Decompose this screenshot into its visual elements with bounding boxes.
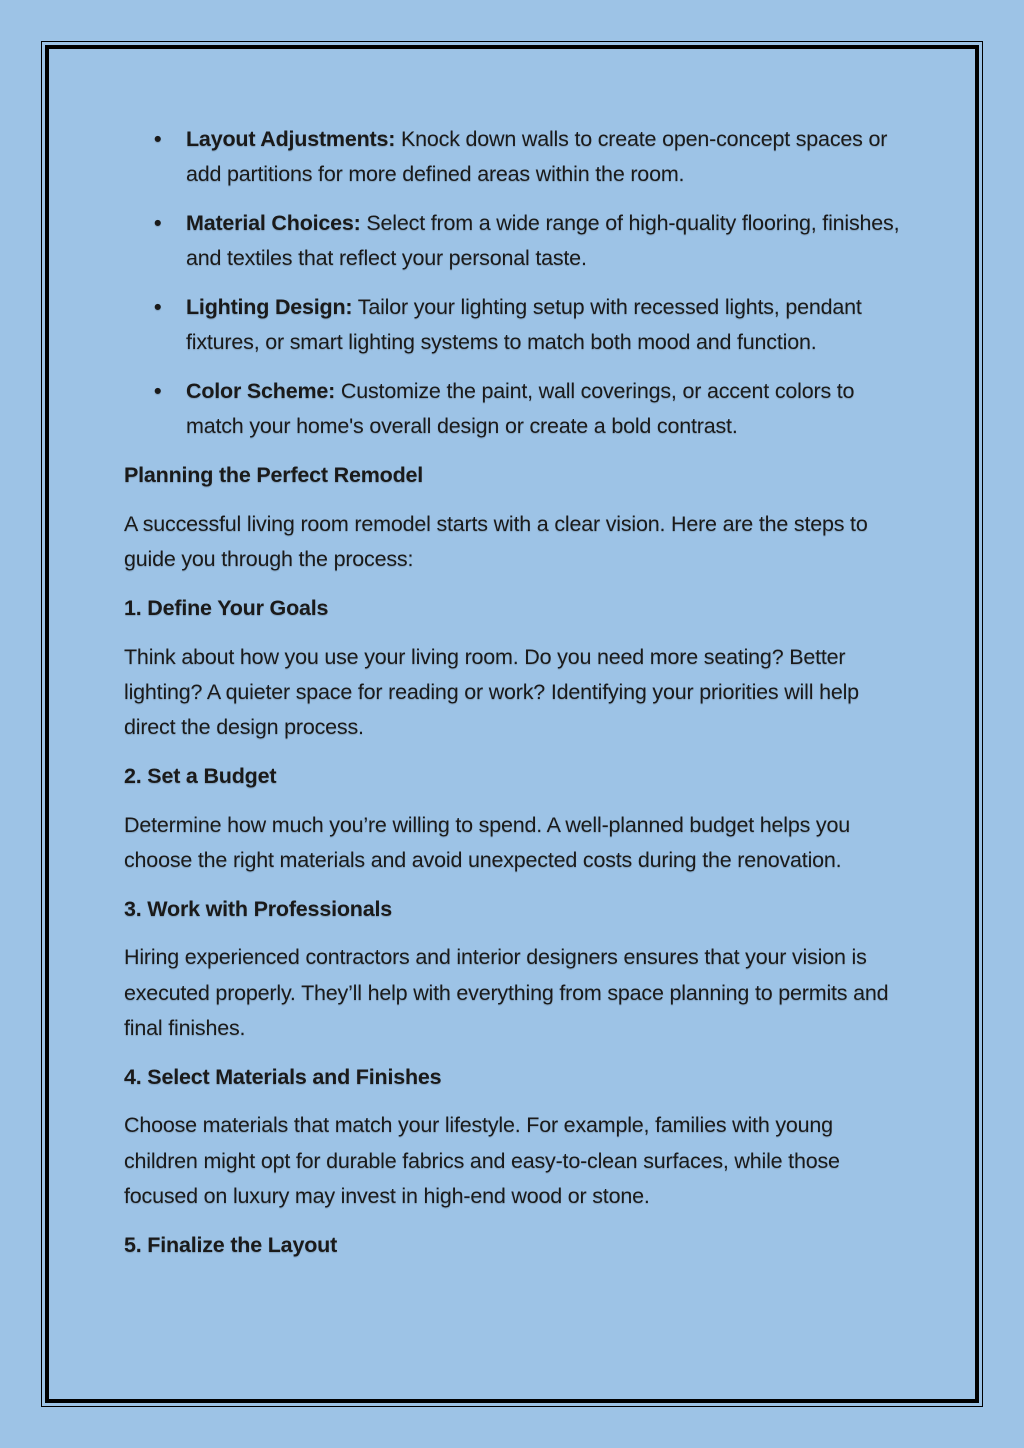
list-item-label: Color Scheme:: [186, 379, 336, 403]
section-title: Planning the Perfect Remodel: [124, 463, 424, 487]
list-item-label: Layout Adjustments:: [186, 127, 396, 151]
list-item-text: Knock down walls to create open-concept spaces or add partitions for more defined areas within the room.: [186, 127, 888, 187]
feature-list: [124, 122, 904, 444]
list-item-text: Customize the paint, wall coverings, or accent colors to match your home's overall design or create a bold contrast.: [186, 379, 855, 439]
step-body: Choose materials that match your lifestyle. For example, families with young children might opt for durable fabrics and easy-to-clean surfaces, while those focused on luxury may invest in high-end wood or stone.: [124, 1113, 840, 1208]
list-item-text: Select from a wide range of high-quality flooring, finishes, and textiles that reflect your personal taste.: [186, 211, 900, 271]
step-heading: 4. Select Materials and Finishes: [124, 1064, 442, 1089]
step-body: Determine how much you’re willing to spend. A well-planned budget helps you choose the right materials and avoid unexpected costs during the renovation.: [124, 812, 850, 872]
list-item: [124, 206, 904, 276]
list-item: [124, 122, 904, 192]
section-intro: A successful living room remodel starts with a clear vision. Here are the steps to guide you through the process:: [124, 511, 868, 571]
bullet-icon: •: [154, 295, 162, 319]
step-heading: 3. Work with Professionals: [124, 896, 393, 921]
bullet-icon: •: [154, 379, 162, 403]
step-heading: 2. Set a Budget: [124, 763, 277, 788]
document-body: [124, 122, 904, 1276]
step-heading: 1. Define Your Goals: [124, 595, 329, 620]
step-body: Hiring experienced contractors and interior designers ensures that your vision is executed properly. They’ll help with everything from space planning to permits and final finishes.: [124, 945, 889, 1040]
bullet-icon: •: [154, 211, 162, 235]
list-item-label: Lighting Design:: [186, 295, 353, 319]
step-body: Think about how you use your living room. Do you need more seating? Better lighting? A quieter space for reading or work? Identifying your priorities will help direct the design process.: [124, 644, 859, 739]
step-heading: 5. Finalize the Layout: [124, 1232, 338, 1257]
bullet-icon: •: [154, 127, 162, 151]
list-item: [124, 290, 904, 360]
list-item-text: Tailor your lighting setup with recessed lights, pendant fixtures, or smart lighting systems to match both mood and function.: [186, 295, 862, 355]
list-item: [124, 374, 904, 444]
list-item-label: Material Choices:: [186, 211, 361, 235]
